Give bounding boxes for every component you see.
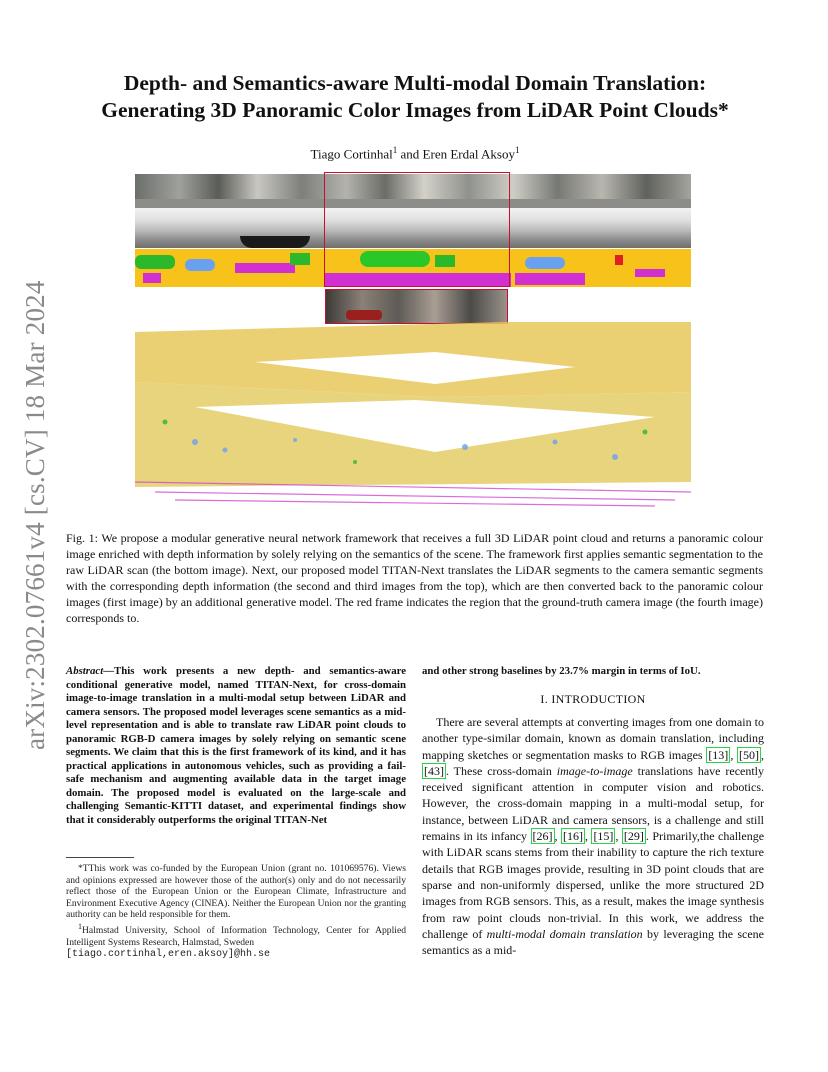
lidar-point-cloud bbox=[135, 322, 691, 512]
paper-title bbox=[60, 70, 770, 124]
intro-text-2: . These cross-domain bbox=[446, 763, 552, 778]
citation-26[interactable]: [26] bbox=[532, 829, 553, 844]
citation-29[interactable]: [29] bbox=[623, 829, 644, 844]
author-2-affil: 1 bbox=[514, 145, 520, 155]
intro-text-3: translations have recently received significant attention in computer vision and robotics. However, the cross-domain mapping in a multi-modal setup, for instance, between LiDAR and camera sensors, is a challenge and still remains in its infancy bbox=[422, 763, 765, 844]
title-line-1: Depth- and Semantics-aware Multi-modal Domain Translation: bbox=[123, 71, 707, 95]
arxiv-stamp: arXiv:2302.07661v4 [cs.CV] 18 Mar 2024 bbox=[20, 280, 50, 750]
author-emails: [tiago.cortinhal,eren.aksoy]@hh.se bbox=[66, 949, 271, 961]
ground-truth-camera-image bbox=[325, 289, 508, 324]
affiliation-text: Halmstad University, School of Information Technology, Center for Applied Intelligent Systems Research, Halmstad, Sweden bbox=[66, 925, 406, 948]
footnote-rule bbox=[66, 857, 134, 858]
abstract-text: —This work presents a new depth- and semantics-aware conditional generative model, named TITAN-Next, for cross-domain image-to-image translation in a multi-modal setup between LiDAR and camera sensors. The proposed model leverages scene semantics as a mid-level representation and is able to translate raw LiDAR point clouds to panoramic RGB-D camera images by solely relying on semantic scene segments. We claim that this is the first framework of its kind, and it has practical applications in autonomous vehicles, such as providing a fail-safe mechanism and augmenting available data in the target image domain. The proposed model is evaluated on the large-scale and challenging Semantic-KITTI dataset, and experimental findings show that it considerably outperforms the original TITAN-Net bbox=[66, 665, 406, 826]
footnotes bbox=[66, 863, 406, 961]
section-heading: I. INTRODUCTION bbox=[540, 692, 646, 706]
citation-16[interactable]: [16] bbox=[562, 829, 583, 844]
intro-text-4: . Primarily,the challenge with LiDAR scans stems from their inability to capture the rich texture details that RGB images provide, resulting in 3D point clouds that are sparse and non-uniformly dispersed, unlike the more structured 2D images from RGB sensors. This, as a result, makes the image synthesis from raw point clouds non-trivial. In this work, we address the challenge of bbox=[422, 829, 765, 941]
intro-text-1: There are several attempts at converting images from one domain to another type-similar domain, known as domain translation, including mapping sketches or segmentation masks to RGB images bbox=[422, 715, 764, 762]
figure-caption: Fig. 1: We propose a modular generative neural network framework that receives a full 3D LiDAR point cloud and returns a panoramic colour image enriched with depth information by solely relying on the semantics of the scene. The framework first applies semantic segmentation to the raw LiDAR scan (the bottom image). Next, our proposed model TITAN-Next translates the LiDAR segments to the camera semantic segments with the corresponding depth information (the second and third images from the top), which are then converted back to the panoramic colour images (first image) by an additional generative model. The red frame indicates the region that the ground-truth camera image (the fourth image) corresponds to. bbox=[66, 531, 763, 625]
citation-50[interactable]: [50] bbox=[739, 747, 760, 762]
figure-1 bbox=[135, 172, 693, 512]
abstract-label: Abstract bbox=[66, 665, 104, 677]
introduction-paragraph: There are several attempts at converting images from one domain to another type-similar domain, known as domain translation, including mapping sketches or segmentation masks to RGB images [13] , [50] , [43] . These cross-domain image-to-image translations have recently received significant attention in computer vision and robotics. However, the cross-domain mapping in a multi-modal setup, for instance, between LiDAR and camera sensors, is a challenge and still remains in its infancy [26] , [16] , [15] , [29] . Primarily,the challenge with LiDAR scans stems from their inability to capture the rich texture details that RGB images provide, resulting in 3D point clouds that are sparse and non-uniformly dispersed, unlike the more structured 2D images from RGB sensors. This, as a result, makes the image synthesis from raw point clouds non-trivial. In this work, we address the challenge of multi-modal domain translation by leveraging the scene semantics as a mid- bbox=[422, 715, 765, 958]
author-1-affil: 1 bbox=[392, 145, 398, 155]
camera-region-frame bbox=[324, 172, 510, 287]
affil-sup: 1 bbox=[78, 921, 82, 931]
abstract-continued: and other strong baselines by 23.7% margin in terms of IoU. bbox=[422, 665, 701, 677]
intro-italic-1: image-to-image bbox=[556, 763, 633, 778]
author-2: Eren Erdal Aksoy bbox=[422, 146, 515, 162]
intro-text-5: by leveraging the scene semantics as a mid- bbox=[422, 926, 765, 958]
citation-43[interactable]: [43] bbox=[424, 763, 444, 778]
affiliation-footnote bbox=[66, 921, 406, 948]
title-line-2: Generating 3D Panoramic Color Images from LiDAR Point Clouds* bbox=[101, 98, 729, 122]
abstract bbox=[66, 665, 406, 827]
author-conj: and bbox=[397, 146, 423, 162]
citation-15[interactable]: [15] bbox=[593, 829, 614, 844]
email-line bbox=[66, 948, 406, 961]
citation-13[interactable]: [13] bbox=[708, 747, 729, 762]
author-1: Tiago Cortinhal bbox=[310, 146, 393, 162]
author-list bbox=[60, 145, 770, 162]
funding-footnote: *TThis work was co-funded by the European Union (grant no. 101069576). Views and opinions expressed are however those of the author(s) only and do not necessarily reflect those of the European Union or the European Climate, Infrastructure and Environment Executive Agency (CINEA). Neither the European Union nor the granting authority can be held responsible for them. bbox=[66, 863, 406, 921]
intro-italic-2: multi-modal domain translation bbox=[486, 926, 643, 941]
